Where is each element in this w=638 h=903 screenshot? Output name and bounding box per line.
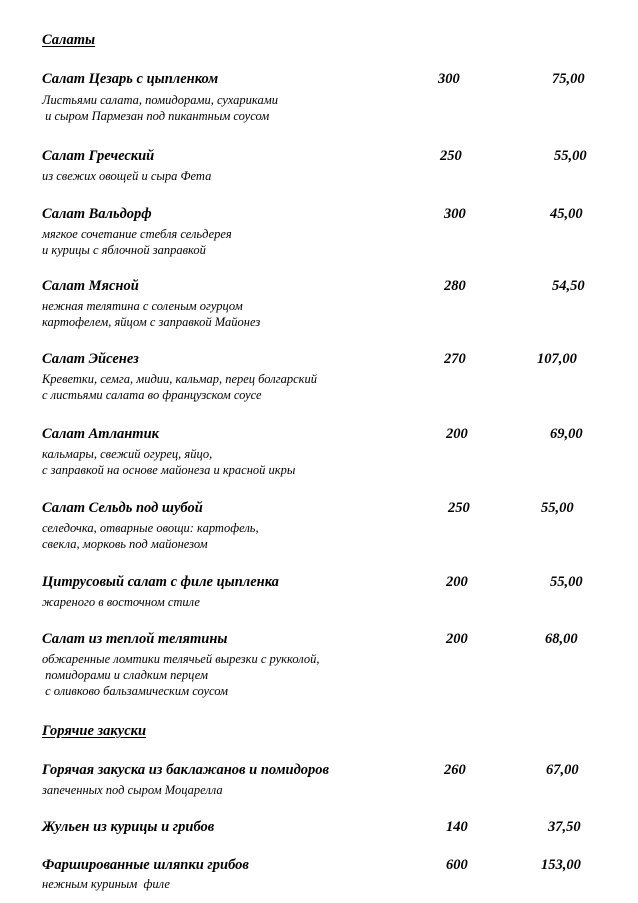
dish-weight: 270 — [444, 351, 466, 367]
dish-weight: 200 — [446, 574, 468, 590]
dish-name: Салат Вальдорф — [42, 206, 152, 222]
dish-desc-line: помидорами и сладким перцем — [42, 668, 208, 682]
dish-price: 107,00 — [537, 351, 577, 367]
dish-desc-line: с оливково бальзамическим соусом — [42, 684, 229, 698]
dish-price: 55,00 — [554, 148, 587, 164]
dish-desc-line: из свежих овощей и сыра Фета — [42, 169, 212, 183]
dish-desc-line: картофелем, яйцом с заправкой Майонез — [42, 315, 261, 329]
dish-price: 67,00 — [546, 762, 579, 778]
dish-weight: 300 — [444, 206, 466, 222]
dish-desc-line: и сыром Пармезан под пикантным соусом — [42, 109, 270, 123]
dish-weight: 300 — [438, 71, 460, 87]
dish-weight: 260 — [444, 762, 466, 778]
dish-desc-line: Листьями салата, помидорами, сухариками — [42, 93, 278, 107]
dish-name: Салат Греческий — [42, 148, 155, 164]
dish-name: Горячая закуска из баклажанов и помидоров — [42, 762, 330, 778]
dish-price: 55,00 — [541, 500, 574, 516]
dish-weight: 600 — [446, 857, 468, 873]
dish-desc-line: селедочка, отварные овощи: картофель, — [42, 521, 259, 535]
dish-price: 45,00 — [550, 206, 583, 222]
dish-desc-line: Креветки, семга, мидии, кальмар, перец болгарский — [42, 372, 317, 386]
dish-price: 75,00 — [552, 71, 585, 87]
dish-desc-line: жареного в восточном стиле — [42, 595, 200, 609]
dish-name: Жульен из курицы и грибов — [42, 819, 215, 835]
dish-desc-line: с листьями салата во французском соусе — [42, 388, 262, 402]
dish-name: Салат Эйсенез — [42, 351, 139, 367]
dish-weight: 140 — [446, 819, 468, 835]
dish-desc-line: нежным куриным филе — [42, 877, 170, 891]
section-title-salads: Салаты — [42, 32, 96, 48]
dish-desc-line: кальмары, свежий огурец, яйцо, — [42, 447, 213, 461]
dish-desc-line: нежная телятина с соленым огурцом — [42, 299, 243, 313]
dish-desc-line: с заправкой на основе майонеза и красной икры — [42, 463, 296, 477]
dish-desc-line: обжаренные ломтики телячьей вырезки с рукколой, — [42, 652, 320, 666]
dish-desc-line: мягкое сочетание стебля сельдерея — [42, 227, 232, 241]
dish-name: Салат Цезарь с цыпленком — [42, 71, 219, 87]
dish-name: Фаршированные шляпки грибов — [42, 857, 249, 873]
dish-desc-line: свекла, морковь под майонезом — [42, 537, 208, 551]
dish-weight: 280 — [444, 278, 466, 294]
dish-desc-line: и курицы с яблочной заправкой — [42, 243, 206, 257]
dish-name: Салат Атлантик — [42, 426, 159, 442]
dish-weight: 250 — [448, 500, 470, 516]
dish-weight: 200 — [446, 631, 468, 647]
dish-price: 54,50 — [552, 278, 585, 294]
dish-name: Салат из теплой телятины — [42, 631, 228, 647]
dish-price: 153,00 — [541, 857, 581, 873]
dish-weight: 200 — [446, 426, 468, 442]
dish-price: 69,00 — [550, 426, 583, 442]
dish-price: 68,00 — [545, 631, 578, 647]
dish-price: 37,50 — [548, 819, 581, 835]
dish-weight: 250 — [440, 148, 462, 164]
dish-name: Салат Мясной — [42, 278, 139, 294]
dish-price: 55,00 — [550, 574, 583, 590]
dish-name: Салат Сельдь под шубой — [42, 500, 203, 516]
dish-name: Цитрусовый салат с филе цыпленка — [42, 574, 279, 590]
dish-desc-line: запеченных под сыром Моцарелла — [42, 783, 223, 797]
section-title-hot-appetizers: Горячие закуски — [42, 723, 147, 739]
